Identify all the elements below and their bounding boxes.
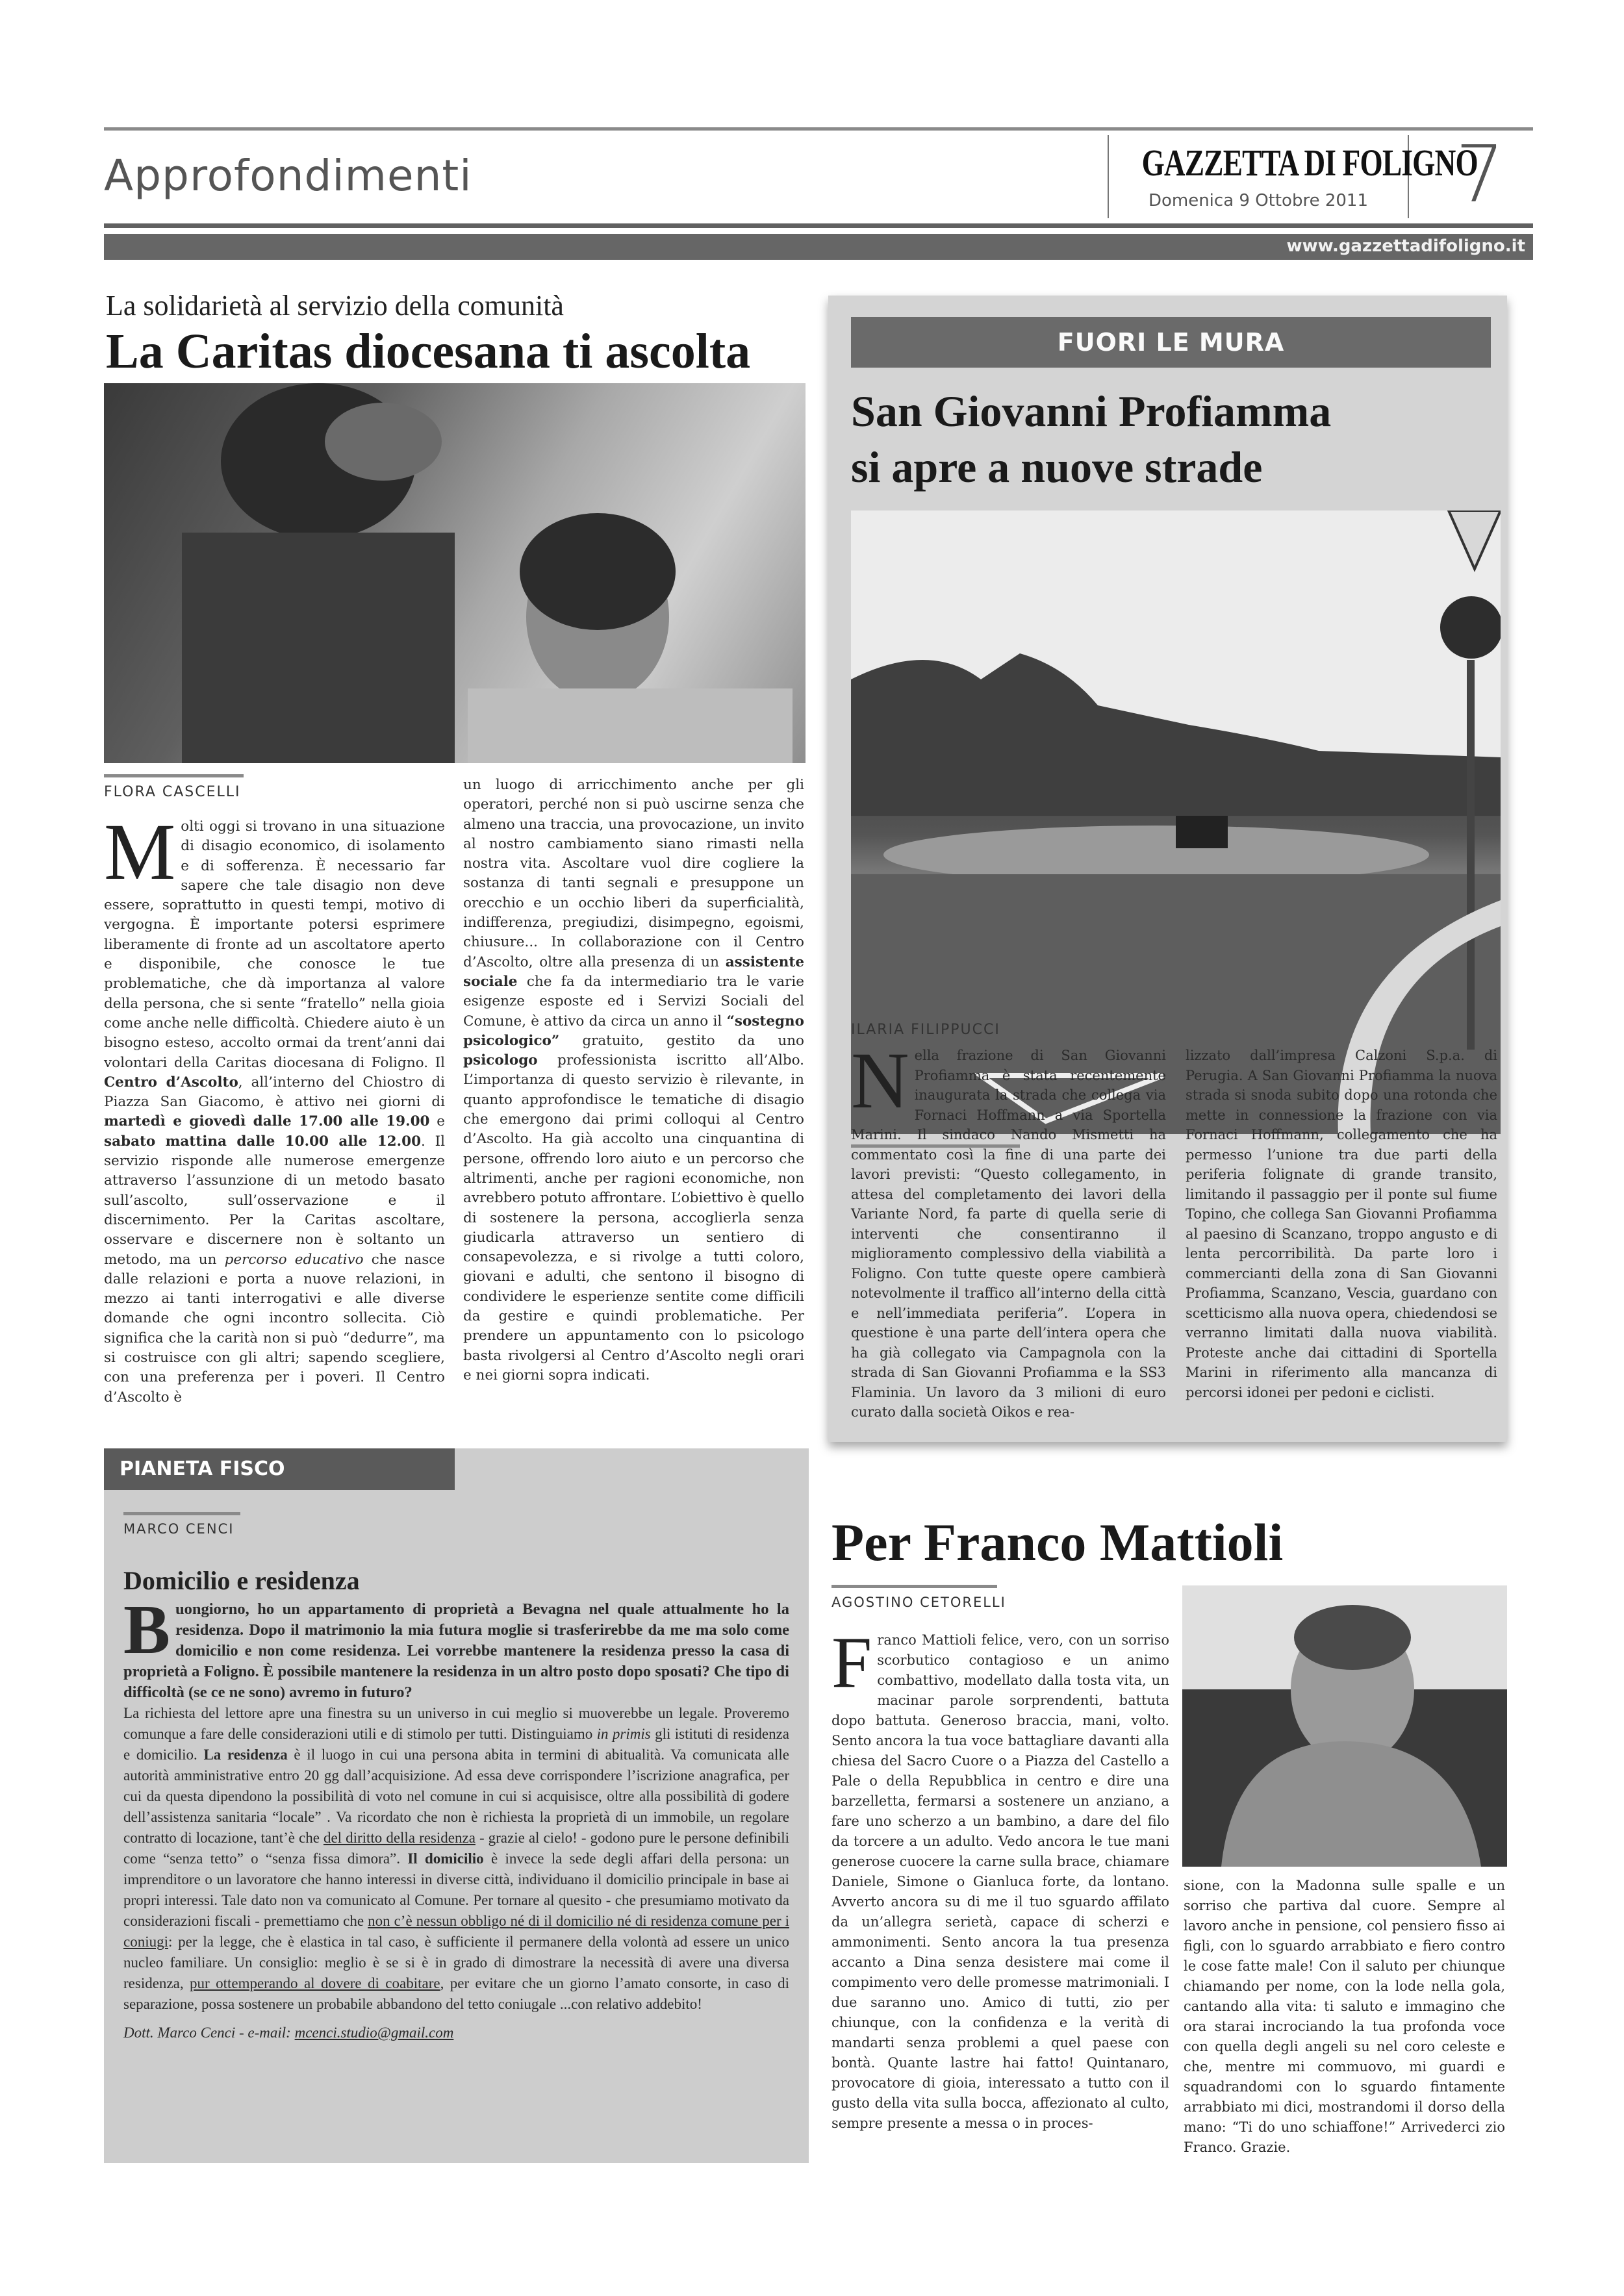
text-bold: Il domicilio (407, 1850, 484, 1867)
text: e (429, 1113, 445, 1130)
pianeta-fisco-tag: PIANETA FISCO (104, 1448, 455, 1490)
text-bold: martedì e giovedì dalle 17.00 alle 19.00 (104, 1113, 430, 1130)
text-bold: psicologo (463, 1052, 538, 1069)
text: un luogo di arricchimento anche per gli operatori, perché non si può uscirne senza che almeno una traccia, una provocazione, un invito al nostro cambiamento siano rimasti nella nostra vita. Ascoltare vuol dire cogliere la sostanza di tanti segnali e presuppone un orecchio e un occhio liberi da superficialità, indifferenza, pregiudizi, disimpegno, egoismi, chiusure... In collaborazione con il Centro d’Ascolto, oltre alla presenza di un (463, 777, 804, 970)
issue-date: Domenica 9 Ottobre 2011 (1148, 191, 1369, 210)
fisco-headline: Domicilio e residenza (123, 1566, 360, 1595)
mattioli-column-2 (1184, 1876, 1505, 2158)
text-bold: assistente sociale (463, 953, 804, 990)
text: ella frazione di San Giovanni Profiamma è stata recentemente inaugurata la strada che collega via Fornaci Hoffmann a via Sportella Marini. Il sindaco Nando Mismetti ha commentato così la fine di una parte dei lavori previsti: “Questo collegamento, in attesa del completamento dei lavori della Variante Nord, fa parte di quella serie di interventi che consentiranno il miglioramento complessivo della viabilità a Foligno. Con tutte queste opere cambierà notevolmente il traffico all’interno della città e nell’immediata periferia”. L’opera in questione è una parte dell’intera opera che ha già collegato via Campagnola con la strada di San Giovanni Profiamma e la SS3 Flaminia. Un lavoro da 3 milioni di euro curato dalla società Oikos e rea- (851, 1048, 1166, 1420)
caritas-headline: La Caritas diocesana ti ascolta (106, 324, 751, 379)
mattioli-byline-rule (831, 1585, 997, 1588)
fuori-headline-line-1: San Giovanni Profiamma (851, 386, 1332, 436)
text: uongiorno, ho un appartamento di proprietà a Bevagna nel quale attualmente ho la residenza. Dopo il matrimonio la mia futura moglie si trasferirebbe da me ma solo come domicilio e non come residenza. Lei vorrebbe mantenere la residenza presso la casa di proprietà a Foligno. È possibile mantenere la residenza in un altro posto dopo sposati? Che tipo di difficoltà (se ce ne sono) avremo in futuro? (123, 1600, 789, 1701)
fisco-author: MARCO CENCI (123, 1521, 235, 1537)
text-italic: percorso educativo (224, 1251, 364, 1268)
caritas-column-1 (104, 807, 445, 1407)
text: gratuito, gestito da uno (559, 1032, 804, 1049)
text: professionista iscritto all’Albo. L’importanza di questo servizio è rilevante, in quanto approfondisce le tematiche di disagio che emergono dai primi colloqui al Centro d’Ascolto. Ha già accolto una cinquantina di persone, offrendo loro aiuto e un percorso che altrimenti, anche per ragioni economiche, non avrebbero potuto affrontare. L’obiettivo è quello di sostenere la persona, accoglierla senza giudicarla attraverso un sentiero di consapevolezza, e si rivolge a tutti coloro, giovani e adulti, che sentono il bisogno di condividere le esperienze sentite come difficili da gestire e quindi problematiche. Per prendere un appuntamento con lo psicologo basta rivolgersi al Centro d’Ascolto negli orari e nei giorni sopra indicati. (463, 1052, 804, 1383)
text-underlined: del diritto della residenza (323, 1830, 476, 1846)
mattioli-photo (1182, 1585, 1507, 1867)
mattioli-headline: Per Franco Mattioli (831, 1513, 1284, 1572)
mattioli-author: AGOSTINO CETORELLI (831, 1595, 1006, 1610)
mattioli-photo-illustration (1182, 1585, 1507, 1867)
text: , all’interno del Chiostro di Piazza San Giacomo, è attivo nei giorni di (104, 1074, 445, 1111)
fuori-column-2 (1186, 1046, 1497, 1402)
website-bar (104, 234, 1533, 260)
fuori-dropcap: N (851, 1036, 909, 1125)
text: - grazie al cielo! - godono pure le persone definibili come “senza tetto” o “senza fissa dimora”. (123, 1830, 789, 1867)
text: olti oggi si trovano in una situazione di disagio economico, di isolamento e di sofferenza. È necessario far sapere che tale disagio non deve essere, soprattutto in questi tempi, motivo di vergogna. È importante potersi esprimere liberamente di fronte ad un ascoltatore aperto e disponibile, che conosce le tue problematiche, che dà importanza al valore della persona, che si sente “fratello” nella gioia come anche nelle difficoltà. Chiedere aiuto è un bisogno esteso, accolto ormai da trent’anni dai volontari della Caritas diocesana di Foligno. Il (104, 818, 445, 1071)
caritas-column-2 (463, 776, 804, 1385)
caritas-author: FLORA CASCELLI (104, 784, 241, 800)
text: lizzato dall’impresa Calzoni S.p.a. di Perugia. A San Giovanni Profiamma la nuova strada si snoda subito dopo una rotonda che mette in connessione la frazione con via Fornaci Hoffmann, collegamento che ha permesso l’unione tra due parti della periferia folignate di grande transito, limitando il passaggio per il ponte sul fiume Topino, che collega San Giovanni Profiamma al paesino di Scanzano, troppo angusto e di lenta percorribilità. Da parte loro i commercianti della zona di San Giovanni Profiamma, Scanzano, Vescia, guardano con scetticismo alla nuova opera, chiedendosi se verranno limitati dalla nuova viabilità. Proteste anche dai cittadini di Sportella Marini in riferimento alla mancanza di percorsi idonei per pedoni e ciclisti. (1186, 1048, 1497, 1400)
fuori-le-mura-tag: FUORI LE MURA (851, 317, 1491, 368)
text-italic: in primis (596, 1726, 651, 1742)
fuori-author: ILARIA FILIPPUCCI (851, 1022, 1000, 1038)
text: , per evitare che un giorno l’amato consorte, in caso di separazione, possa sostenere un probabile abbandono del tetto coniugale ...con relativo addebito! (123, 1975, 789, 2012)
signature-text: Dott. Marco Cenci - e-mail: (123, 2025, 295, 2041)
text: ranco Mattioli felice, vero, con un sorriso scorbutico contagioso e un animo combattivo, modellato dalla tosta vita, un macinar parole sorprendenti, battuta dopo battuta. Generoso braccia, mani, volto. Sento ancora la tua voce battagliare davanti alla chiesa del Sacro Cuore o a Piazza del Castello a Pale o della Repubblica in centro e dire una barzelletta, fermarsi a sostenere un anziano, a fare uno scherzo a un bambino, a dare del filo da torcere a un adulto. Vedo ancora le tue mani generose cuocere la carne sulla brace, chiamare Daniele, Simone o Gianluca forte, da lontano. Avverto ancora su di me il tuo sguardo affilato da un’allegra serietà, capace di scherzi e ammonimenti. Sento ancora la tua presenza accanto a Dina senza desistere mai come il compimento vero delle promesse matrimoniali. I due saranno uno. Amico di tutti, zio per chiunque, con la confidenza e la verità di mandarti senza problemi a quel paese con bontà. Quante lastre hai fatto! Quintanaro, provocatore di gioia, interessato a tutto con il gusto della vita sulla bocca, affezionato al culto, sempre presente a messa o in proces- (831, 1632, 1169, 2131)
caritas-photo-illustration (104, 383, 806, 763)
text: gli istituti di residenza e domicilio. (123, 1726, 789, 1763)
fisco-question (123, 1591, 789, 1703)
header-top-rule (104, 127, 1533, 131)
text-bold: La residenza (203, 1747, 288, 1763)
fisco-body (123, 1591, 790, 2043)
text: è invece la sede degli affari della persona: un imprenditore o un lavoratore che hanno interessi in diverse città, individuano il domicilio principale in base ai propri interessi. Tale dato non va comunicato al Comune. Per tornare al quesito - che presumiamo motivato da considerazioni fiscali - premettiamo che (123, 1850, 789, 1929)
caritas-dropcap: M (104, 807, 176, 896)
email-link[interactable]: mcenci.studio@gmail.com (294, 2025, 454, 2041)
text: che nasce dalle relazioni e porta a nuove relazioni, in mezzo ai tanti interrogativi e alle diverse domande che ogni incontro sollecita. Ciò significa che la carità non si può “dedurre”, ma si costruisce con gli altri; sapendo scegliere, con una preferenza per i poveri. Il Centro d’Ascolto è (104, 1251, 445, 1406)
roundabout-photo (851, 511, 1501, 1134)
fisco-signature (123, 2023, 789, 2043)
mattioli-dropcap: F (831, 1622, 872, 1703)
mattioli-column-1 (831, 1622, 1169, 2134)
fuori-column-1 (851, 1036, 1166, 1422)
newspaper-name: GAZZETTA DI FOLIGNO (1141, 142, 1478, 184)
text: è il luogo in cui una persona abita in termini di abitualità. Va comunicata alle autorità amministrative entro 20 gg dall’acquisizione. Ad essa deve corrispondere l’iscrizione anagrafica, per cui da questa dipendono la possibilità di voto nel comune in cui si acquisisce, oltre alla possibilità di godere dell’assistenza sanitaria “locale” . Va ricordato che non è richiesta la proprietà di un immobile, un regolare contratto di locazione, tant’è che (123, 1747, 790, 1846)
header-bottom-rule (104, 223, 1533, 228)
section-title: Approfondimenti (104, 151, 472, 201)
masthead (1108, 135, 1478, 218)
text-bold: sabato mattina dalle 10.00 alle 12.00 (104, 1133, 422, 1150)
roundabout-photo-illustration (851, 511, 1501, 1134)
caritas-photo (104, 383, 806, 763)
caritas-byline-rule (104, 774, 244, 777)
page-number: 7 (1455, 130, 1505, 220)
fuori-headline-line-2: si apre a nuove strade (851, 442, 1263, 492)
fuori-headline (851, 383, 1501, 495)
text: . Il servizio risponde alle numerose emergenze attraverso l’assunzione di un metodo basato sull’ascolto, sull’osservazione e il discernimento. Per la Caritas ascoltare, osservare e discernere non è soltanto un metodo, ma un (104, 1133, 445, 1268)
caritas-kicker: La solidarietà al servizio della comunità (106, 290, 564, 322)
text: La richiesta del lettore apre una finestra su un universo in cui meglio si muoverebbe un legale. Proveremo comunque a fare delle considerazioni utili e di stimolo per tutti. Distinguiamo (123, 1705, 789, 1742)
text-bold: Centro d’Ascolto (104, 1074, 238, 1091)
fisco-byline-rule (123, 1512, 240, 1515)
text-bold: “sostegno psicologico” (463, 1013, 804, 1049)
text-underlined: pur ottemperando al dovere di coabitare (190, 1975, 440, 1991)
text: sione, con la Madonna sulle spalle e un sorriso che partiva dal cuore. Sempre al lavoro anche in pensione, col pensiero fisso ai figli, con lo sguardo arrabbiato e fiero contro le cose fatte male! Con il saluto per chiunque chiamando per nome, con la lode nella gola, cantando alla vita: ti saluto e immagino che ora starai incrociando la tua profonda voce con quella degli angeli su nel coro celeste e che, mentre mi commuovo, mi guardi e squadrandomi con lo sguardo fintamente arrabbiato mi dici, mostrandomi il dorso della mano: “Ti do uno schiaffone!” Arrivederci zio Franco. Grazie. (1184, 1878, 1505, 2155)
text: che fa da intermediario tra le varie esigenze esposte ed i Servizi Sociali del Comune, è attivo da circa un anno il (463, 973, 804, 1029)
text: : per la legge, che è elastica in tal caso, è sufficiente il permanere della volontà ad essere un unico nucleo familiare. Un consiglio: meglio è se si è in grado di dimostrare la necessità di avere una diversa residenza, (123, 1934, 789, 1991)
fisco-dropcap: B (123, 1591, 171, 1669)
fisco-answer (123, 1703, 789, 2015)
website-link[interactable]: www.gazzettadifoligno.it (1286, 236, 1525, 256)
text-underlined: non c’è nessun obbligo né di il domicilio né di residenza comune per i coniugi (123, 1913, 789, 1950)
